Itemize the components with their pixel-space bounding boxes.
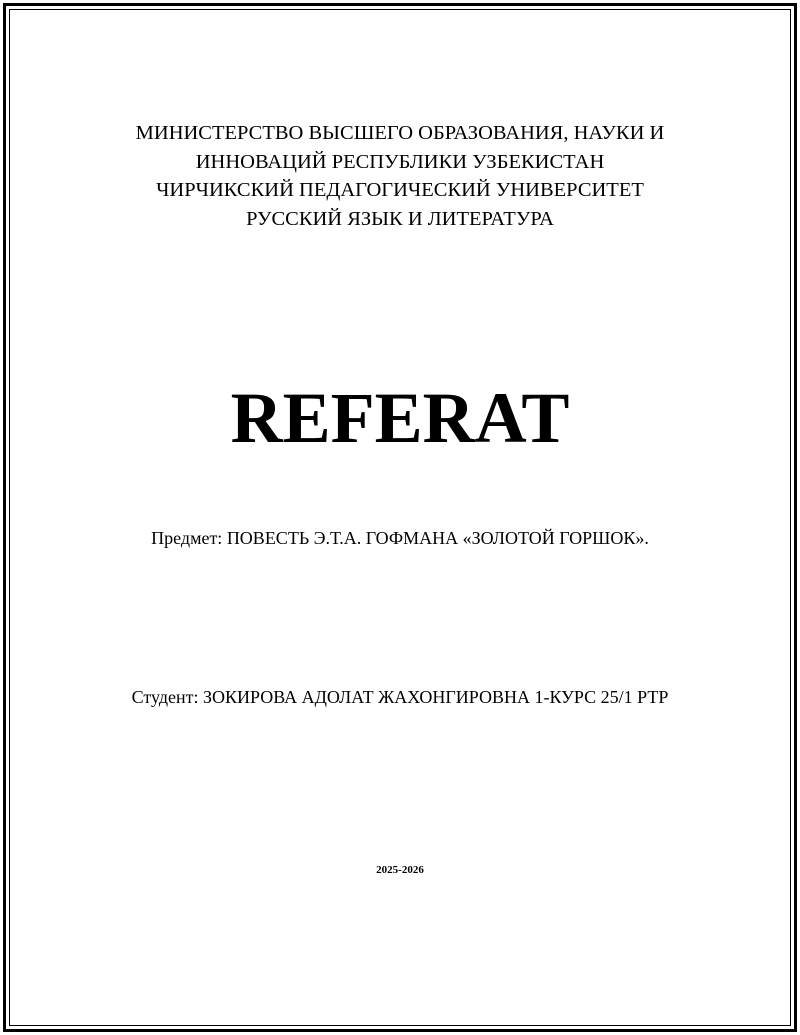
document-title: REFERAT	[230, 378, 570, 458]
university-name: ЧИРЧИКСКИЙ ПЕДАГОГИЧЕСКИЙ УНИВЕРСИТЕТ	[156, 179, 644, 202]
institution-header	[0, 119, 800, 233]
subject-line: Предмет: ПОВЕСТЬ Э.Т.А. ГОФМАНА «ЗОЛОТОЙ ГОРШОК».	[151, 528, 649, 548]
academic-years: 2025-2026	[376, 864, 424, 876]
ministry-line-1: МИНИСТЕРСТВО ВЫСШЕГО ОБРАЗОВАНИЯ, НАУКИ И	[135, 122, 665, 144]
student-line: Студент: ЗОКИРОВА АДОЛАТ ЖАХОНГИРОВНА 1-КУРС 25/1 РТР	[131, 687, 669, 707]
department-name: РУССКИЙ ЯЗЫК И ЛИТЕРАТУРА	[246, 207, 554, 230]
ministry-line-2: ИННОВАЦИЙ РЕСПУБЛИКИ УЗБЕКИСТАН	[195, 150, 605, 173]
